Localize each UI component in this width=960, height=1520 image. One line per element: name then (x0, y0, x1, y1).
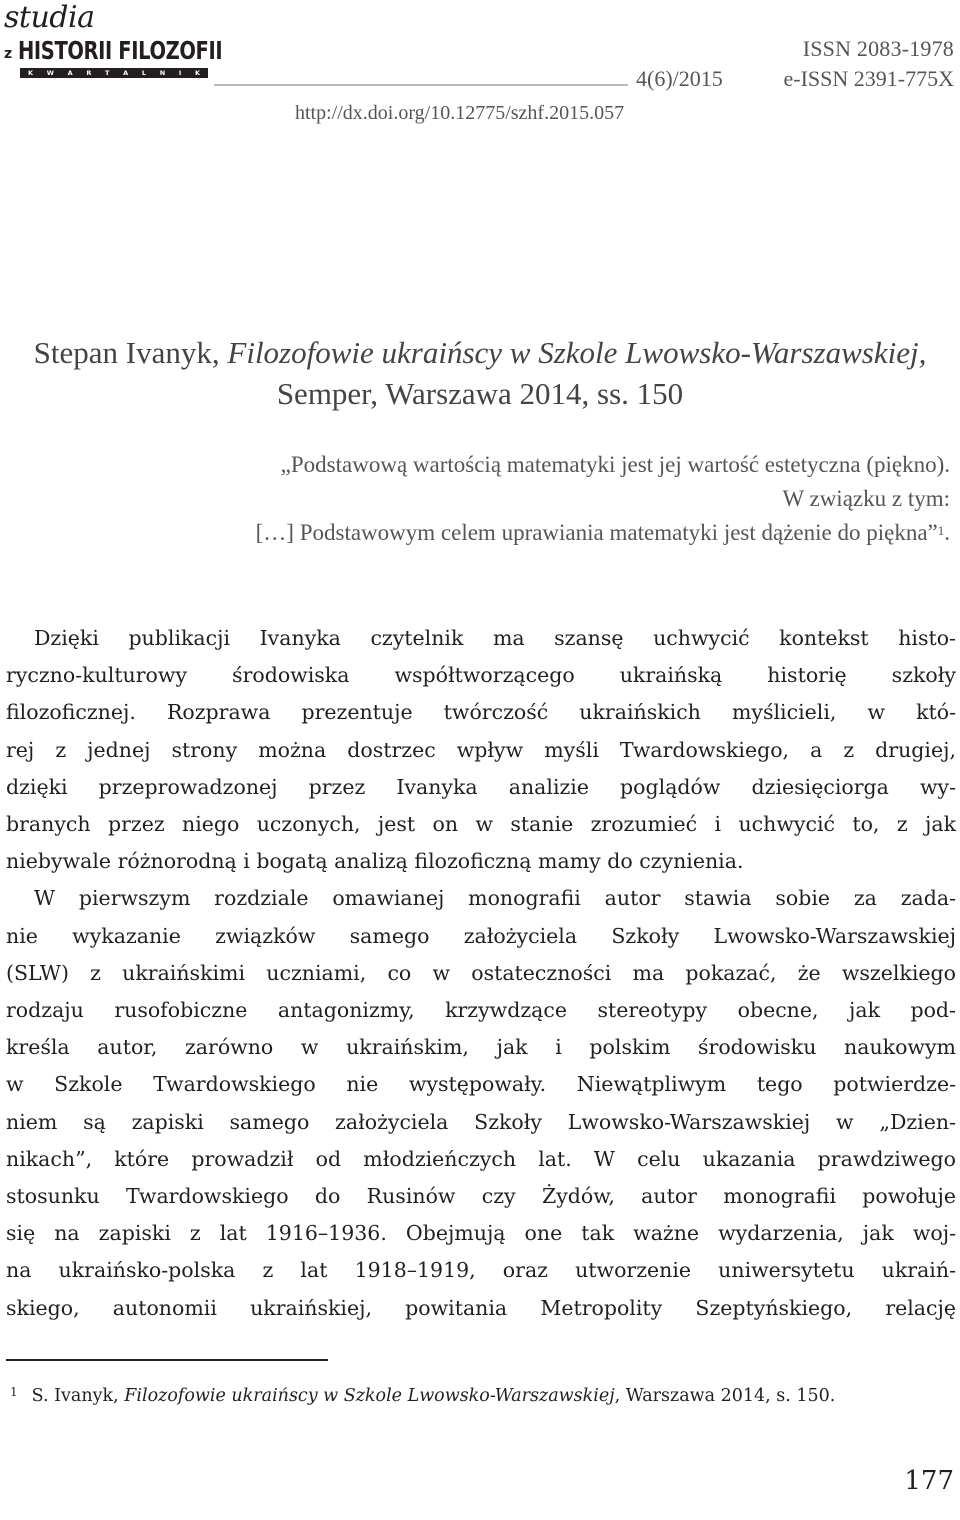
footnote-suffix: , Warszawa 2014, s. 150. (614, 1386, 836, 1406)
issn: ISSN 2083-1978 (802, 36, 954, 61)
footnote-prefix: S. Ivanyk, (31, 1386, 125, 1406)
footnote-rule (6, 1359, 328, 1361)
body-line: stosunku Twardowskiego do Rusinów czy Żydów, autor monografii powołuje (6, 1184, 956, 1209)
issue-number: 4(6)/2015 (636, 66, 723, 91)
logo-main-text: HISTORII FILOZOFII (18, 36, 223, 65)
body-line: w Szkole Twardowskiego nie występowały. Niewątpliwym tego potwierdze- (6, 1072, 956, 1097)
logo-kw-letter: T (105, 69, 110, 77)
title-author: Stepan Ivanyk, (33, 335, 228, 370)
body-line: się na zapiski z lat 1916–1936. Obejmują one tak ważne wydarzenia, jak woj- (6, 1221, 956, 1246)
body-line: filozoficznej. Rozprawa prezentuje twórczość ukraińskich myślicieli, w któ- (6, 700, 956, 725)
epigraph-line-1: „Podstawową wartością matematyki jest jej wartość estetyczna (piękno). (280, 452, 950, 477)
body-line: W pierwszym rozdziale omawianej monografii autor stawia sobie za zada- (34, 886, 956, 911)
body-line: Dzięki publikacji Ivanyka czytelnik ma szansę uchwycić kontekst histo- (34, 626, 956, 650)
logo-z-text: z (4, 46, 13, 62)
title-line-2: Semper, Warszawa 2014, ss. 150 (276, 376, 684, 411)
epigraph-line-2: W związku z tym: (782, 486, 950, 511)
epigraph (120, 448, 950, 550)
logo-kw-letter: W (46, 69, 54, 77)
doi-link[interactable]: http://dx.doi.org/10.12775/szhf.2015.057 (295, 102, 625, 124)
body-line: rodzaju rusofobiczne antagonizmy, krzywdzące stereotypy obecne, jak pod- (6, 998, 956, 1023)
logo-kw-letter: N (159, 69, 166, 77)
body-line: nie wykazanie związków samego założyciela Szkoły Lwowsko-Warszawskiej (6, 923, 956, 948)
eissn: e-ISSN 2391-775X (783, 66, 954, 91)
body-text (6, 620, 956, 1327)
review-title (0, 332, 960, 414)
logo-kw-letter: L (141, 69, 147, 77)
epigraph-line-3-end: . (944, 520, 950, 545)
logo-kw-letter: K (194, 69, 200, 77)
body-line: dzięki przeprowadzonej przez Ivanyka analizie poglądów dziesięciorga wy- (6, 774, 956, 799)
epigraph-line-3 (120, 516, 950, 550)
body-line: ryczno-kulturowy środowiska współtworzącego ukraińską historię szkoły (6, 663, 956, 688)
epigraph-line-3-text: […] Podstawowym celem uprawiania matematyki jest dążenie do piękna” (255, 520, 938, 545)
body-line: kreśla autor, zarówno w ukraińskim, jak i polskim środowisku naukowym (6, 1035, 956, 1060)
logo-kwartalnik (20, 68, 208, 78)
logo-kw-letter: K (28, 69, 34, 77)
body-line: (SLW) z ukraińskimi uczniami, co w ostateczności ma pokazać, że wszelkiego (6, 960, 956, 985)
footnote (10, 1386, 835, 1406)
footnote-ref[interactable]: 1 (937, 523, 945, 538)
body-line: branych przez niego uczonych, jest on w stanie zrozumieć i uchwycić to, z jak (6, 812, 956, 837)
logo-kw-letter: R (86, 69, 92, 77)
body-line: rej z jednej strony można dostrzec wpływ myśli Twardowskiego, a z drugiej, (6, 737, 956, 762)
logo-kw-letter: I (178, 69, 182, 77)
logo-studia-text: studia (4, 0, 95, 35)
body-line: na ukraińsko-polska z lat 1918–1919, oraz utworzenie uniwersytetu ukraiń- (6, 1258, 956, 1283)
header-rule (214, 84, 628, 86)
logo-kw-letter: A (123, 69, 129, 77)
title-book: Filozofowie ukraińscy w Szkole Lwowsko-Warszawskiej, (227, 335, 927, 370)
journal-logo (4, 0, 223, 78)
footnote-title: Filozofowie ukraińscy w Szkole Lwowsko-Warszawskiej (124, 1386, 615, 1406)
body-line: nikach”, które prowadził od młodzieńczych lat. W celu ukazania prawdziwego (6, 1146, 956, 1171)
logo-kw-letter: A (67, 69, 73, 77)
footnote-number: 1 (10, 1385, 18, 1399)
body-line: niem są zapiski samego założyciela Szkoły Lwowsko-Warszawskiej w „Dzien- (6, 1109, 956, 1134)
page-number: 177 (904, 1466, 954, 1496)
body-line: skiego, autonomii ukraińskiej, powitania Metropolity Szeptyńskiego, relację (6, 1295, 956, 1320)
body-line: niebywale różnorodną i bogatą analizą filozoficzną mamy do czynienia. (6, 849, 744, 874)
title-line-1 (0, 332, 960, 373)
